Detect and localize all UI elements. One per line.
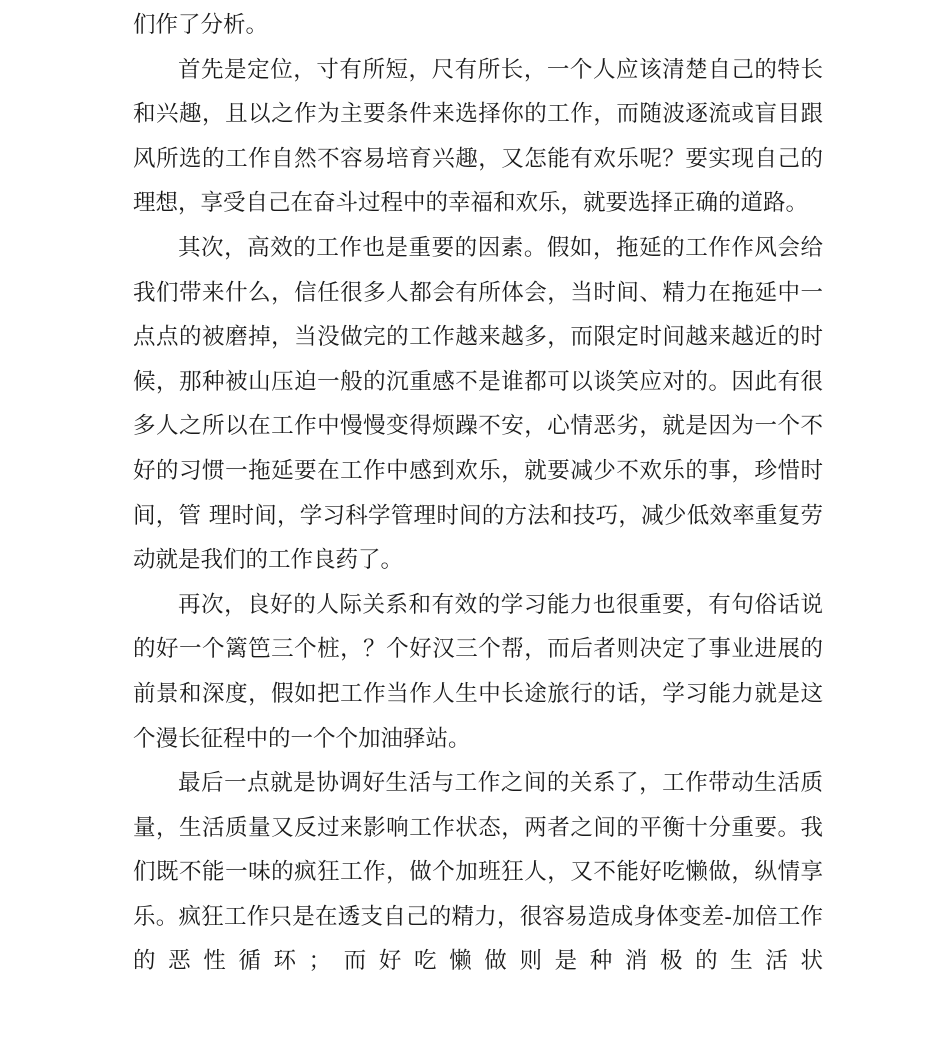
paragraph-efficiency: 其次，高效的工作也是重要的因素。假如，拖延的工作作风会给我们带来什么，信任很多人都会有所体会，当时间、精力在拖延中一点点的被磨掉，当没做完的工作越来越多，而限定时间越来越近的时候，那种被山压迫一般的沉重感不是谁都可以谈笑应对的。因此有很多人之所以在工作中慢慢变得烦躁不安，心情恶劣，就是因为一个不好的习惯一拖延要在工作中感到欢乐，就要减少不欢乐的事，珍惜时间，管 理时间，学习科学管理时间的方法和技巧，减少低效率重复劳动就是我们的工作良药了。 — [133, 234, 823, 574]
paragraph-positioning: 首先是定位，寸有所短，尺有所长，一个人应该清楚自己的特长和兴趣，且以之作为主要条件来选择你的工作，而随波逐流或盲目跟风所选的工作自然不容易培育兴趣，又怎能有欢乐呢？要实现自己的理想，享受自己在奋斗过程中的幸福和欢乐，就要选择正确的道路。 — [133, 56, 823, 217]
paragraph-relationships: 再次，良好的人际关系和有效的学习能力也很重要，有句俗话说的好一个篱笆三个桩，？个好汉三个帮，而后者则决定了事业进展的前景和深度，假如把工作当作人生中长途旅行的话，学习能力就是这个漫长征程中的一个个加油驿站。 — [133, 591, 823, 752]
document-body — [133, 0, 823, 984]
paragraph-work-life-balance: 最后一点就是协调好生活与工作之间的关系了，工作带动生活质量，生活质量又反过来影响工作状态，两者之间的平衡十分重要。我们既不能一味的疯狂工作，做个加班狂人，又不能好吃懒做，纵情享乐。疯狂工作只是在透支自己的精力，很容易造成身体变差-加倍工作的恶性循环；而好吃懒做则是种消极的生活状 — [133, 770, 823, 975]
paragraph-continuation: 们作了分析。 — [133, 12, 269, 38]
